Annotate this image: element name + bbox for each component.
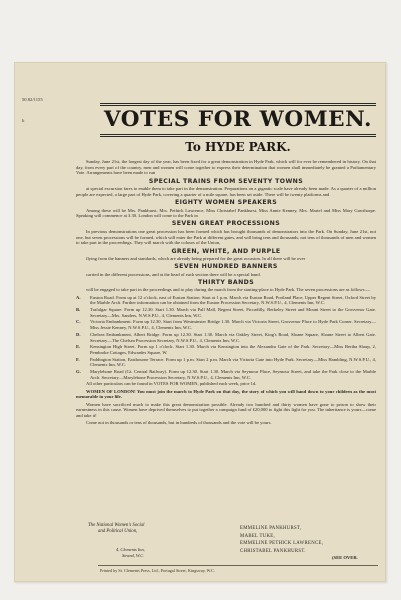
organisation-address [116, 547, 145, 559]
body-text [76, 159, 376, 427]
closing-paragraph: Come not in thousands or tens of thousands, but in hundreds of thousands and the vote will be yours. [86, 420, 272, 426]
section-heading: THIRTY BANDS [197, 278, 255, 286]
section-heading: SEVEN GREAT PROCESSIONS [171, 220, 281, 228]
archive-number: 50.82/1155 [22, 97, 43, 102]
organisation-line: and Political Union, [98, 529, 138, 534]
closing-paragraph: Women have sacrificed much to make this great demonstration possible. Already two hundred and thirty women have gone to prison to show their earnestness in this cause. Women have deprived themselves to put together a campaign fund of £20,000 to fight this fight for you. The inheritance is yours—come and take it! [76, 401, 376, 418]
signatory: EMMELINE PETHICK LAWRENCE, [240, 541, 324, 547]
signatory: MABEL TUKE, [240, 533, 276, 539]
route-letter: G. [76, 369, 81, 375]
archive-reference [22, 96, 43, 124]
section-heading: SEVEN HUNDRED BANNERS [174, 263, 278, 271]
signatory: CHRISTABEL PANKHURST. [240, 548, 306, 554]
route-text: Trafalgar Square. Form up 12.30. Start 1.30. March via Pall Mall, Regent Street, Piccadilly, Berkeley Street and Mount Street to the Grosvenor Gate. Secretary—Mrs. Sanders, N.W.S.P.U., 4, Clements Inn, W.C. [90, 307, 376, 318]
archive-subref: li [22, 118, 25, 123]
subtitle: To HYDE PARK. [185, 140, 291, 154]
route-text: Marylebone Road (Gt. Central Railway). Form up 12.30. Start 1.30. March via Seymour Place, Seymour Street, and take the Park close to the Marble Arch. Secretary—Marylebone Procession Secretary, N.W.S.P.U., 4, Clements Inn, W.C. [90, 369, 376, 380]
section-paragraph: flying from the banners and standards, which are already being prepared for the great occasion. In all there will be over [86, 256, 306, 262]
section-paragraph: will be engaged to take part in the proceedings and to play during the march from the starting-place to Hyde Park. The seven processions are as follows:— [86, 287, 371, 293]
printer-rule [98, 565, 378, 566]
section-heading: GREEN, WHITE, AND PURPLE [171, 247, 281, 255]
route-item [76, 369, 376, 380]
see-over-note: (SEE OVER. [332, 555, 358, 560]
route-item [76, 332, 376, 343]
address-line: Strand, W.C. [122, 553, 145, 558]
handbill-sheet [14, 62, 386, 582]
procession-routes [76, 295, 376, 381]
section-heading: EIGHTY WOMEN SPEAKERS [174, 199, 278, 207]
route-letter: D. [76, 331, 81, 337]
section-paragraph: carried in the different processions, and at the head of each section there will be a special band. [86, 271, 261, 277]
route-item [76, 307, 376, 318]
route-text: Victoria Embankment. Form up 12.30. Start from Westminster Bridge 1.30. March via Victoria Street, Grosvenor Place to Hyde Park Corner. Secretary—Miss Jessie Kenney, N.W.S.P.U., 4, Clements Inn, W.C. [90, 319, 376, 331]
section-paragraph: In previous demonstrations one great procession has been formed which has brought thousands of demonstrators into the Park. On Sunday, June 21st, not one, but seven processions will be formed, which will enter the Park at different gates, and will bring tens and thousands, not tens of thousands of men and women to take part in the proceedings. They will march with the colours of the Union, [76, 228, 376, 246]
title-rule-bottom-inner [100, 136, 376, 137]
title-rule-bottom [100, 134, 376, 135]
route-text: Euston Road. Form up at 12 o'clock, east of Euston Station. Start at 1 p.m. March via Euston Road, Portland Place, Upper Regent Street, Oxford Street by the Marble Arch. Further information can be obtained from the Euston Procession Secretary, N.W.S.P.U., 4, Clements Inn, W.C. [90, 294, 376, 306]
route-item [76, 357, 376, 368]
section-heading: SPECIAL TRAINS FROM SEVENTY TOWNS [148, 177, 304, 185]
route-letter: B. [76, 307, 81, 313]
route-letter: F. [76, 356, 80, 362]
printer-imprint: Printed by St. Clements Press, Ltd., Portugal Street, Kingsway, W.C. [100, 568, 215, 573]
section-paragraph: at special excursion fares to enable them to take part in the demonstration. Preparations on a gigantic scale have already been made. As a quarter of a million people are expected, a large part of Hyde Park, covering a quarter of a mile square, has been set aside. There will be twenty platforms and [76, 186, 376, 197]
route-item [76, 295, 376, 306]
route-text: Paddington Station, Eastbourne Terrace. Form up 1 p.m. Start 2 p.m. March via Victoria Gate into Hyde Park. Secretary—Miss Hambling, N.W.S.P.U., 4, Clements Inn, W.C. [90, 356, 376, 368]
organisation-name [88, 523, 144, 535]
address-line: 4, Clements Inn, [116, 547, 145, 552]
route-item [76, 344, 376, 355]
signatories [240, 525, 323, 555]
route-letter: A. [76, 294, 81, 300]
signatory: EMMELINE PANKHURST, [240, 526, 302, 531]
main-title: VOTES FOR WOMEN. [103, 107, 373, 132]
closing-paragraph: All other particulars can be found in VOTES FOR WOMEN, published each week, price 1d. [86, 381, 257, 387]
route-letter: E. [76, 344, 81, 350]
title-rule-top-inner [100, 105, 376, 106]
route-letter: C. [76, 319, 81, 325]
route-text: Kensington High Street. Form up 1 o'clock. Start 1.30. March via Kensington into the Alexandra Gate of the Park. Secretary—Miss Bertha Sharp, 2, Pembroke Cottages, Edwardes Square, W. [90, 344, 376, 355]
intro-paragraph: Sunday, June 21st, the longest day of the year, has been fixed for a great demonstration in Hyde Park, which will for ever be remembered in history. On that day, from every part of the country, men and women will come together to express their determination that women shall immediately be granted a Parliamentary Vote. Arrangements have been made to run [76, 159, 376, 176]
organisation-line: The National Women's Social [88, 523, 145, 528]
route-item [76, 319, 376, 330]
route-text: Chelsea Embankment, Albert Bridge. Form up 12.30. Start 1.30. March via Oakley Street, King's Road, Sloane Square, Sloane Street to Albert Gate. Secretary—The Chelsea Procession Secretary, N.W.S.P.U., 4, Clements Inn, W.C. [90, 331, 376, 343]
title-rule-top [100, 103, 376, 104]
closing-appeal: WOMEN OF LONDON! You must join the march to Hyde Park on that day, the story of which you will hand down to your children as the most memorable in your life. [76, 388, 376, 400]
section-paragraph: Among these will be Mrs. Pankhurst, Mrs. Pethick Lawrence, Miss Christabel Pankhurst, Miss Annie Kenney, Mrs. Martel and Miss Mary Gawthorpe. Speaking will commence at 3.30. London will come to the Park in [76, 207, 376, 219]
